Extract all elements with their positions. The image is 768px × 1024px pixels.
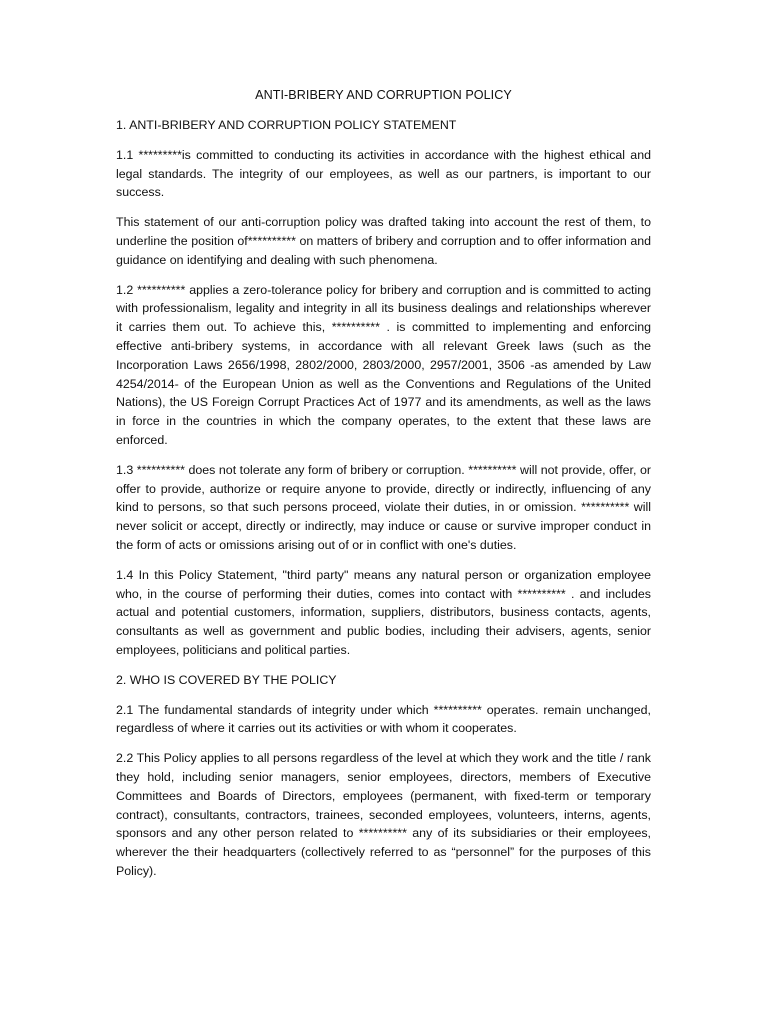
paragraph-2-1: 2.1 The fundamental standards of integrity under which ********** operates. remain unchanged, regardless of where it carries out its activities or with whom it cooperates. xyxy=(116,702,651,736)
section-2 xyxy=(116,671,651,881)
section-1 xyxy=(116,116,651,660)
paragraph-2-2: 2.2 This Policy applies to all persons regardless of the level at which they work and the title / rank they hold, including senior managers, senior employees, directors, members of Executive Committees and Boards of Directors, employees (permanent, with fixed-term or temporary contract), consultants, contractors, trainees, seconded employees, volunteers, interns, agents, sponsors and any other person related to ********** any of its subsidiaries or their employees, wherever the their headquarters (collectively referred to as “personnel” for the purposes of this Policy). xyxy=(116,751,651,878)
paragraph-statement: This statement of our anti-corruption policy was drafted taking into account the rest of them, to underline the position of********** on matters of bribery and corruption and to offer information and guidance on identifying and dealing with such phenomena. xyxy=(116,215,651,267)
paragraph-1-4: 1.4 In this Policy Statement, "third party" means any natural person or organization employee who, in the course of performing their duties, comes into contact with ********** . and includes actual and potential customers, information, suppliers, distributors, business contacts, agents, consultants as well as government and public bodies, including their advisers, agents, senior employees, politicians and political parties. xyxy=(116,567,651,657)
document-page xyxy=(116,86,651,892)
section-heading: 1. ANTI-BRIBERY AND CORRUPTION POLICY STATEMENT xyxy=(116,118,457,132)
paragraph-1-3: 1.3 ********** does not tolerate any form of bribery or corruption. ********** will not provide, offer, or offer to provide, authorize or require anyone to provide, directly or indirectly, influencing of any kind to persons, so that such persons proceed, violate their duties, in or omission. ********** will never solicit or accept, directly or indirectly, may induce or cause or survive improper conduct in the form of acts or omissions arising out of or in conflict with one's duties. xyxy=(116,462,651,552)
paragraph-1-1: 1.1 *********is committed to conducting its activities in accordance with the highest ethical and legal standards. The integrity of our employees, as well as our partners, is important to our success. xyxy=(116,147,651,200)
document-title: ANTI-BRIBERY AND CORRUPTION POLICY xyxy=(255,88,512,102)
section-heading: 2. WHO IS COVERED BY THE POLICY xyxy=(116,672,337,687)
paragraph-1-2: 1.2 ********** applies a zero-tolerance policy for bribery and corruption and is committed to acting with professionalism, legality and integrity in all its business dealings and relationships wherever it carries them out. To achieve this, ********** . is committed to implementing and enforcing effective anti-bribery systems, in accordance with all relevant Greek laws (such as the Incorporation Laws 2656/1998, 2802/2000, 2803/2000, 2957/2001, 3506 -as amended by Law 4254/2014- of the European Union as well as the Conventions and Regulations of the United Nations), the US Foreign Corrupt Practices Act of 1977 and its amendments, as well as the laws in force in the countries in which the company operates, to the extent that these laws are enforced. xyxy=(116,282,651,447)
